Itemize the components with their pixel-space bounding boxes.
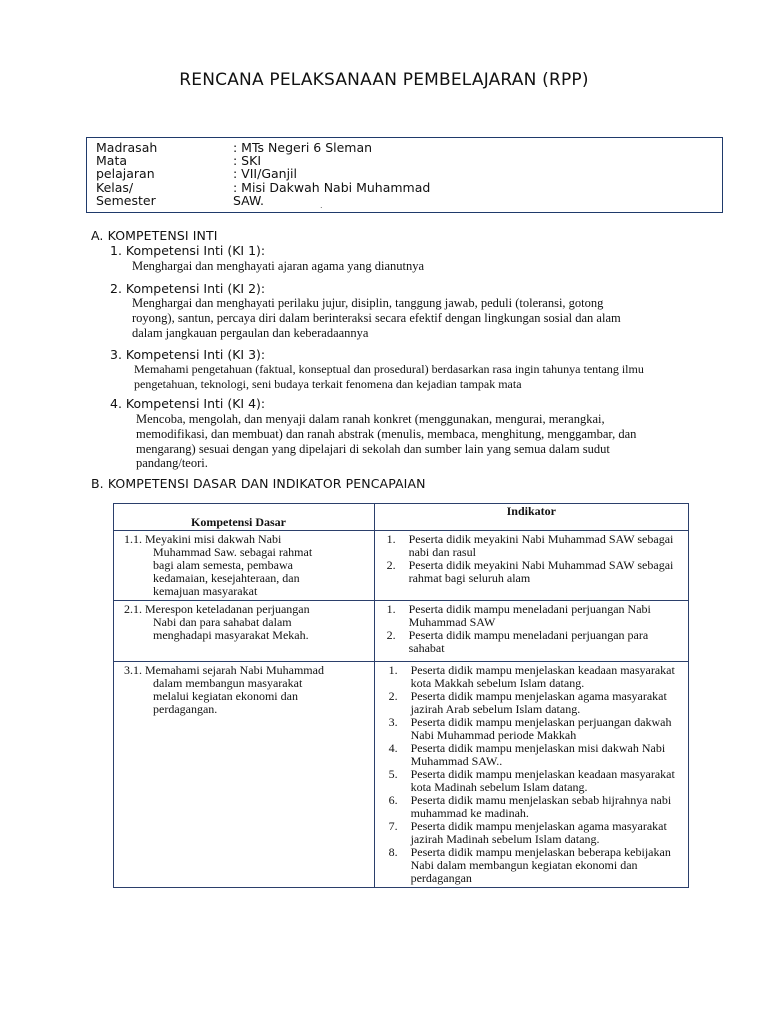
identity-box	[86, 137, 723, 213]
indicator-cell	[374, 662, 688, 888]
list-item	[386, 602, 682, 629]
item-text: Peserta didik mampu menjelaskan perjuangan dakwah Nabi Muhammad periode Makkah	[410, 715, 672, 742]
ki1-text	[132, 259, 424, 274]
item-text: Peserta didik mampu menjelaskan agama masyarakat jazirah Madinah sebelum Islam datang.	[410, 819, 667, 846]
item-text: Peserta didik mampu menjelaskan keadaan masyarakat kota Madinah sebelum Islam datang.	[410, 767, 675, 794]
item-text: Peserta didik meyakini Nabi Muhammad SAW sebagai nabi dan rasul	[408, 532, 674, 559]
kd-line: perdagangan.	[153, 702, 218, 716]
value-mapel: : SKI	[233, 153, 262, 169]
ki2-line: Menghargai dan menghayati perilaku jujur, disiplin, tanggung jawab, peduli (toleransi, gotong	[132, 296, 604, 310]
ki3-line: pengetahuan, teknologi, seni budaya terkait fenomena dan kejadian tampak mata	[134, 376, 522, 391]
kd-line: kedamaian, kesejahteraan, dan	[153, 571, 300, 585]
value-materi-cont: SAW.	[233, 192, 264, 208]
ki4-line: pandang/teori.	[136, 456, 208, 471]
table-header-row	[114, 504, 689, 531]
table-row	[114, 601, 689, 662]
kd-line: 3.1. Memahami sejarah Nabi Muhammad	[124, 663, 324, 677]
value-materi: : Misi Dakwah Nabi Muhammad	[233, 179, 431, 195]
kd-line: 2.1. Merespon keteladanan perjuangan	[124, 602, 310, 616]
item-number: 1.	[386, 602, 396, 616]
value-madrasah: : MTs Negeri 6 Sleman	[233, 140, 373, 155]
item-number: 3.	[388, 715, 398, 729]
ki1-title: 1. Kompetensi Inti (KI 1):	[110, 243, 266, 258]
table-row	[114, 531, 689, 601]
value-kelas: : VII/Ganjil	[233, 166, 298, 182]
item-text: Peserta didik mampu meneladani perjuangan Nabi Muhammad SAW	[408, 602, 651, 629]
item-number: 8.	[388, 845, 398, 859]
header-indikator: Indikator	[506, 504, 556, 518]
item-number: 7.	[388, 819, 398, 833]
kd-line: dalam membangun masyarakat	[153, 676, 303, 690]
item-number: 6.	[388, 793, 398, 807]
item-text: Peserta didik mamu menjelaskan sebab hijrahnya nabi muhammad ke madinah.	[410, 793, 672, 820]
list-item	[386, 558, 682, 585]
item-number: 1.	[386, 532, 396, 546]
list-item	[388, 819, 682, 846]
ki3-title: 3. Kompetensi Inti (KI 3):	[110, 347, 266, 362]
kd-cell	[114, 662, 375, 888]
list-item	[386, 628, 682, 655]
stray-dot: .	[320, 201, 323, 210]
item-text: Peserta didik mampu menjelaskan misi dakwah Nabi Muhammad SAW..	[410, 741, 666, 768]
item-text: Peserta didik mampu menjelaskan keadaan masyarakat kota Makkah sebelum Islam datang.	[410, 663, 675, 690]
header-kd: Kompetensi Dasar	[191, 515, 286, 529]
ki3-line: Memahami pengetahuan (faktual, konseptual dan prosedural) berdasarkan rasa ingin tahunya tentang ilmu	[134, 362, 644, 376]
indicator-cell	[374, 601, 688, 662]
list-item	[388, 767, 682, 794]
indicator-list	[381, 533, 682, 585]
kd-cell	[114, 531, 375, 601]
list-item	[386, 532, 682, 559]
kd-line: melalui kegiatan ekonomi dan	[153, 689, 298, 703]
item-text: Peserta didik mampu menjelaskan agama masyarakat jazirah Arab sebelum Islam datang.	[410, 689, 667, 716]
ki4-text	[136, 412, 636, 471]
ki1-line: Menghargai dan menghayati ajaran agama yang dianutnya	[132, 259, 425, 273]
label-semester: Semester	[96, 192, 156, 208]
kd-line: Muhammad Saw. sebagai rahmat	[153, 545, 313, 559]
ki2-title: 2. Kompetensi Inti (KI 2):	[110, 281, 266, 296]
ki4-line: mengarang) sesuai dengan yang dipelajari di sekolah dan sumber lain yang semua dalam sudut	[136, 441, 610, 456]
identity-labels	[96, 141, 157, 207]
section-a-heading: A. KOMPETENSI INTI	[91, 228, 218, 243]
list-item	[388, 793, 682, 820]
list-item	[388, 845, 682, 885]
item-number: 2.	[386, 558, 396, 572]
identity-values	[233, 141, 430, 207]
ki4-title: 4. Kompetensi Inti (KI 4):	[110, 396, 266, 411]
item-text: Peserta didik meyakini Nabi Muhammad SAW sebagai rahmat bagi seluruh alam	[408, 558, 674, 585]
kd-line: bagi alam semesta, pembawa	[153, 558, 293, 572]
ki4-line: Mencoba, mengolah, dan menyaji dalam ranah konkret (menggunakan, mengurai, merangkai,	[136, 412, 605, 426]
kd-line: Nabi dan para sahabat dalam	[153, 615, 292, 629]
indicator-cell	[374, 531, 688, 601]
kd-line: menghadapi masyarakat Mekah.	[153, 628, 309, 642]
kd-indicator-table	[113, 503, 689, 888]
header-ind-cell	[374, 504, 688, 531]
list-item	[388, 715, 682, 742]
header-kd-cell	[114, 504, 375, 531]
item-number: 4.	[388, 741, 398, 755]
label-pelajaran: pelajaran	[96, 166, 155, 182]
indicator-list	[381, 603, 682, 655]
item-number: 5.	[388, 767, 398, 781]
ki4-line: memodifikasi, dan membuat) dan ranah abstrak (menulis, membaca, menghitung, menggambar, dan	[136, 426, 637, 441]
indicator-list	[381, 664, 682, 885]
kd-cell	[114, 601, 375, 662]
list-item	[388, 689, 682, 716]
item-number: 1.	[388, 663, 398, 677]
label-kelas: Kelas/	[96, 179, 134, 195]
ki2-line: dalam jangkauan pergaulan dan keberadaannya	[132, 325, 369, 340]
ki3-text	[134, 362, 644, 392]
document-title: RENCANA PELAKSANAAN PEMBELAJARAN (RPP)	[179, 70, 589, 90]
table-row	[114, 662, 689, 888]
item-text: Peserta didik mampu meneladani perjuangan para sahabat	[408, 628, 649, 655]
item-text: Peserta didik mampu menjelaskan beberapa kebijakan Nabi dalam membangun kegiatan ekonomi dan perdagangan	[410, 845, 671, 885]
list-item	[388, 741, 682, 768]
section-b-heading: B. KOMPETENSI DASAR DAN INDIKATOR PENCAPAIAN	[91, 476, 426, 491]
kd-line: 1.1. Meyakini misi dakwah Nabi	[124, 532, 282, 546]
list-item	[388, 663, 682, 690]
item-number: 2.	[388, 689, 398, 703]
label-mata: Mata	[96, 153, 128, 169]
ki2-text	[132, 296, 621, 340]
ki2-line: royong), santun, percaya diri dalam berinteraksi secara efektif dengan lingkungan sosial dan alam	[132, 310, 621, 325]
label-madrasah: Madrasah	[96, 140, 158, 155]
item-number: 2.	[386, 628, 396, 642]
kd-line: kemajuan masyarakat	[153, 584, 258, 598]
